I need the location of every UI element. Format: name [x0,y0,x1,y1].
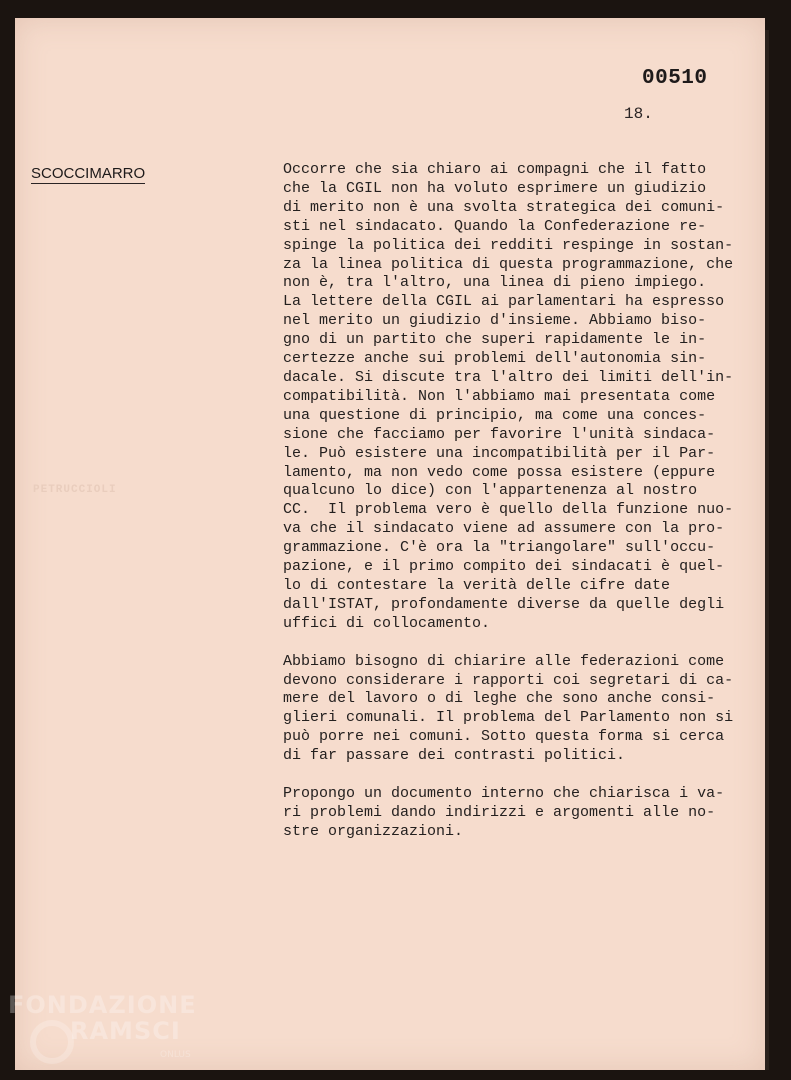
text-line: le. Può esistere una incompatibilità per il Par- [283,444,716,462]
text-line: sione che facciamo per favorire l'unità sindaca- [283,425,716,443]
text-line: Propongo un documento interno che chiarisca i va- [283,785,725,803]
watermark-logo-icon [30,1020,74,1064]
speaker-name: SCOCCIMARRO [31,165,146,182]
text-line: za la linea politica di questa programmazione, che [283,255,734,273]
text-line: non è, tra l'altro, una linea di pieno impiego. [283,274,707,292]
text-line: che la CGIL non ha voluto esprimere un giudizio [283,179,707,197]
page-edge [765,30,769,1070]
text-line: lamento, ma non vedo come possa esistere (eppure [283,463,716,481]
text-line: può porre nei comuni. Sotto questa forma si cerca [283,728,725,746]
text-line: Occorre che sia chiaro ai compagni che il fatto [283,161,707,178]
text-line: dall'ISTAT, profondamente diverse da quelle degli [283,595,725,613]
text-line: di far passare dei contrasti politici. [283,747,626,765]
text-line: spinge la politica dei redditi respinge in sostan- [283,236,734,254]
text-line: Abbiamo bisogno di chiarire alle federazioni come [283,652,725,670]
paragraph [283,653,753,766]
text-line: CC. Il problema vero è quello della funzione nuo- [283,501,734,519]
watermark-line-1: FONDAZIONE [8,991,197,1019]
text-line: compatibilità. Non l'abbiamo mai presentata come [283,387,716,405]
text-line: una questione di principio, ma come una conces- [283,406,707,424]
text-line: dacale. Si discute tra l'altro dei limiti dell'in- [283,368,734,386]
text-line: ri problemi dando indirizzi e argomenti alle no- [283,804,716,821]
text-line: grammazione. C'è ora la "triangolare" sull'occu- [283,539,716,557]
paragraph [283,161,753,634]
text-line: nel merito un giudizio d'insieme. Abbiamo biso- [283,312,707,330]
text-line: pazione, e il primo compito dei sindacati è quel- [283,558,725,576]
text-line: glieri comunali. Il problema del Parlamento non si [283,709,734,727]
text-line: qualcuno lo dice) con l'appartenenza al nostro [283,482,698,500]
text-line: di merito non è una svolta strategica dei comuni- [283,198,725,216]
text-line: uffici di collocamento. [283,614,491,632]
text-line: sti nel sindacato. Quando la Confederazione re- [283,217,707,235]
bleed-through-speaker-name: PETRUCCIOLI [33,484,117,496]
watermark-line-2: RAMSCI [70,1017,181,1045]
speech-text [283,161,753,842]
text-line: devono considerare i rapporti coi segretari di ca- [283,671,734,689]
watermark-small-text: ONLUS [160,1050,191,1060]
text-line: va che il sindacato viene ad assumere con la pro- [283,520,725,538]
text-line: lo di contestare la verità delle cifre date [283,576,671,594]
text-line: La lettere della CGIL ai parlamentari ha espresso [283,293,725,311]
text-line: certezze anche sui problemi dell'autonomia sin- [283,350,707,368]
text-line: mere del lavoro o di leghe che sono anche consi- [283,690,716,708]
paragraph [283,785,753,842]
text-line: gno di un partito che superi rapidamente le in- [283,331,707,349]
document-number: 00510 [642,67,708,90]
page-number: 18. [624,105,653,123]
text-line: stre organizzazioni. [283,822,464,840]
